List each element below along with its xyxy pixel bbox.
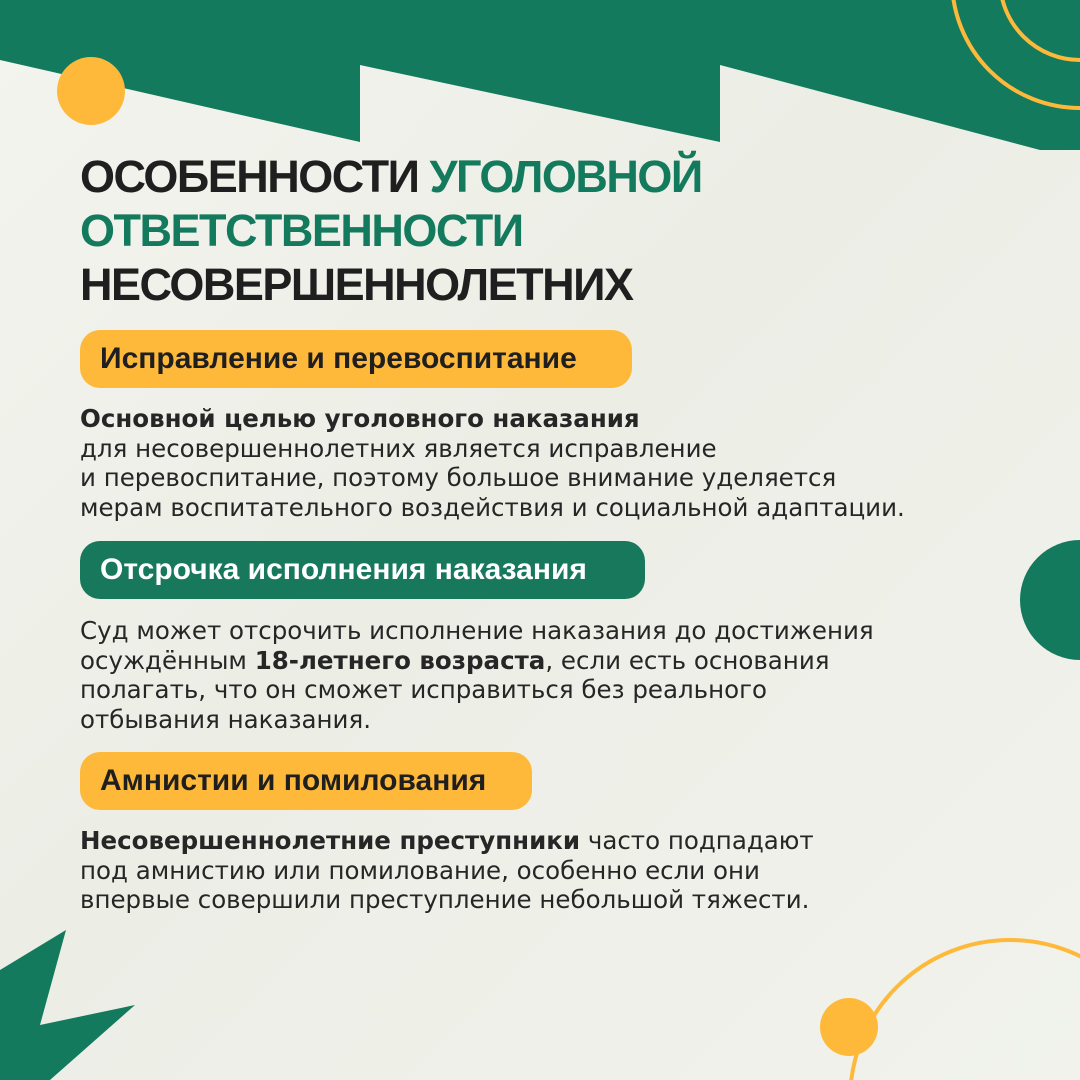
section-text-amnesty [80, 826, 814, 915]
title-word-1: ОСОБЕННОСТИ [80, 151, 419, 202]
green-spikes-bottom-left [0, 930, 140, 1080]
green-half-circle-right [1020, 540, 1080, 660]
text-line: Несовершеннолетние преступники часто подпадают [80, 826, 814, 855]
text-line: Суд может отсрочить исполнение наказания до достижения [80, 616, 874, 645]
text-line: полагать, что он сможет исправиться без реального [80, 675, 767, 704]
section-text-deferral [80, 616, 874, 734]
yellow-circle-bottom-right [820, 998, 878, 1056]
section-heading-correction: Исправление и перевоспитание [80, 330, 632, 388]
title-word-3: ОТВЕТСТВЕННОСТИ [80, 205, 523, 256]
text-line: мерам воспитательного воздействия и социальной адаптации. [80, 492, 905, 522]
title-word-2: УГОЛОВНОЙ [429, 151, 702, 202]
text-line: отбывания наказания. [80, 704, 371, 734]
text-line: под амнистию или помилование, особенно если они [80, 855, 760, 885]
text-line: и перевоспитание, поэтому большое внимание уделяется [80, 463, 837, 492]
section-heading-amnesty: Амнистии и помилования [80, 752, 532, 810]
text-line: Основной целью уголовного наказания [80, 404, 640, 433]
section-heading-deferral: Отсрочка исполнения наказания [80, 541, 645, 599]
title-word-4: НЕСОВЕРШЕННОЛЕТНИХ [80, 259, 633, 310]
yellow-arc-bottom-right [840, 930, 1080, 1080]
concentric-arcs-top-right [900, 0, 1080, 140]
text-line: для несовершеннолетних является исправление [80, 433, 717, 463]
section-text-correction [80, 404, 905, 522]
yellow-circle-top-left [57, 57, 125, 125]
page-title [80, 150, 702, 312]
text-line: впервые совершили преступление небольшой тяжести. [80, 885, 810, 914]
text-line: осуждённым 18-летнего возраста, если есть основания [80, 645, 830, 675]
